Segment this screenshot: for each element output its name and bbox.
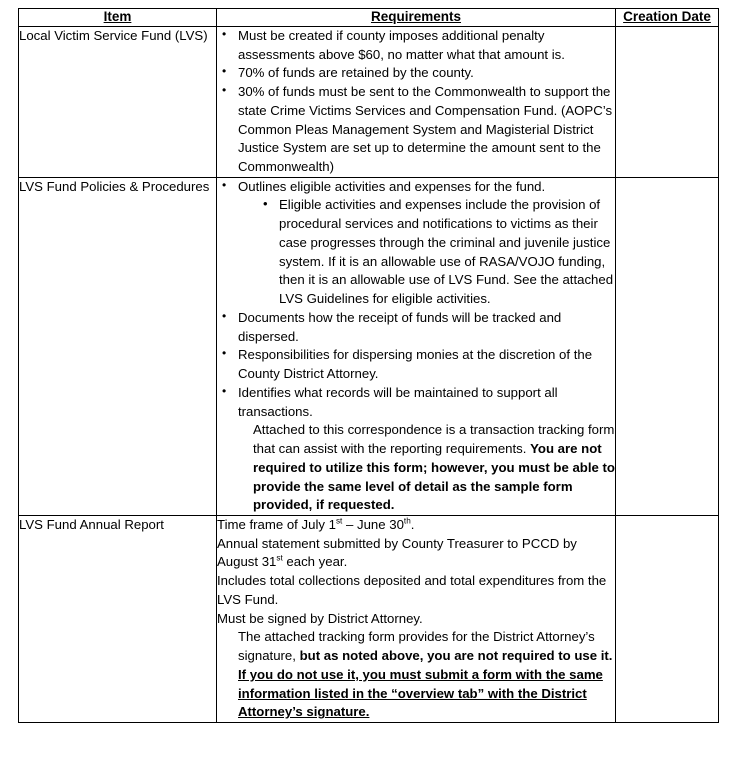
list-item bbox=[217, 346, 615, 383]
tracking-form-note bbox=[238, 421, 615, 515]
list-item-text: Responsibilities for dispersing monies at the discretion of the County District Attorney. bbox=[238, 347, 593, 382]
annual-report-timeframe bbox=[217, 516, 615, 535]
table-body bbox=[19, 26, 719, 722]
row-item-label: Local Victim Service Fund (LVS) bbox=[19, 27, 208, 43]
ordinal-suffix: st bbox=[276, 554, 283, 564]
annual-report-timeframe-part3: . bbox=[410, 516, 415, 532]
table-row bbox=[19, 515, 719, 722]
list-item-text: Documents how the receipt of funds will be tracked and dispersed. bbox=[238, 309, 562, 344]
column-header-requirements bbox=[217, 9, 616, 27]
table-header bbox=[19, 9, 719, 27]
list-item bbox=[217, 83, 615, 177]
annual-report-includes: Includes total collections deposited and total expenditures from the LVS Fund. bbox=[217, 573, 607, 607]
list-item bbox=[217, 64, 615, 83]
annual-report-submission-part1: Annual statement submitted by County Treasurer to PCCD by August 31 bbox=[217, 535, 577, 570]
row-item-cell bbox=[19, 177, 217, 515]
row-requirements-cell bbox=[217, 26, 616, 177]
requirements-sub-bullet-list bbox=[258, 196, 615, 308]
annual-report-submission bbox=[217, 535, 615, 572]
row-requirements-cell bbox=[217, 515, 616, 722]
annual-report-timeframe-part2: – June 30 bbox=[342, 516, 404, 532]
row-creation-date-cell[interactable] bbox=[616, 515, 719, 722]
list-item bbox=[258, 196, 615, 308]
annual-report-tracking-note-normal: The attached tracking form provides for the District Attorney’s signature, bbox=[238, 629, 595, 664]
annual-report-timeframe-part1: Time frame of July 1 bbox=[217, 516, 336, 532]
column-header-creation-date-label: Creation Date bbox=[623, 9, 711, 24]
column-header-item-label: Item bbox=[103, 9, 132, 24]
annual-report-submission-part2: each year. bbox=[282, 554, 348, 570]
row-item-cell bbox=[19, 26, 217, 177]
table-row bbox=[19, 177, 719, 515]
list-item-text: 70% of funds are retained by the county. bbox=[238, 65, 474, 81]
annual-report-tracking-note-bold-underline: If you do not use it, you must submit a form with the same information listed in the “overview tab” with the District Attorney’s signature. bbox=[238, 666, 603, 720]
annual-report-tracking-note bbox=[217, 628, 615, 722]
tracking-form-note-normal: Attached to this correspondence is a transaction tracking form that can assist with the reporting requirements. bbox=[253, 422, 615, 457]
row-creation-date-cell[interactable] bbox=[616, 177, 719, 515]
table-header-row bbox=[19, 9, 719, 27]
annual-report-tracking-note-bold: but as noted above, you are not required to use it. bbox=[299, 648, 613, 664]
column-header-item bbox=[19, 9, 217, 27]
list-item-text: Must be created if county imposes additional penalty assessments above $60, no matter what that amount is. bbox=[238, 27, 565, 62]
list-item-text: Identifies what records will be maintained to support all transactions. bbox=[238, 384, 558, 419]
list-item bbox=[217, 309, 615, 346]
list-item-text: 30% of funds must be sent to the Commonwealth to support the state Crime Victims Services and Compensation Fund. (AOPC’s Common Pleas Management System and Magisterial District Justice System are set up to determine the amount sent to the Commonwealth) bbox=[238, 84, 613, 175]
ordinal-suffix: th bbox=[403, 516, 411, 526]
row-item-label: LVS Fund Policies & Procedures bbox=[19, 178, 210, 194]
list-item bbox=[217, 384, 615, 515]
annual-report-signature-requirement: Must be signed by District Attorney. bbox=[217, 610, 423, 626]
list-item-text: Eligible activities and expenses include the provision of procedural services and notifications to victims as their case progresses through the criminal and juvenile justice system. If it is an allowable use of RASA/VOJO funding, then it is an allowable use of LVS Fund. See the attached LVS Guidelines for eligible activities. bbox=[279, 197, 614, 307]
list-item-text: Outlines eligible activities and expenses for the fund. bbox=[238, 178, 546, 194]
row-creation-date-cell[interactable] bbox=[616, 26, 719, 177]
requirements-bullet-list bbox=[217, 178, 615, 515]
row-requirements-cell bbox=[217, 177, 616, 515]
tracking-form-note-bold: You are not required to utilize this form; however, you must be able to provide the same level of detail as the sample form provided, if requested. bbox=[253, 441, 615, 513]
row-item-label: LVS Fund Annual Report bbox=[19, 516, 164, 532]
table-row bbox=[19, 26, 719, 177]
column-header-creation-date bbox=[616, 9, 719, 27]
ordinal-suffix: st bbox=[335, 516, 343, 526]
row-item-cell bbox=[19, 515, 217, 722]
column-header-requirements-label: Requirements bbox=[370, 9, 462, 24]
requirements-table bbox=[18, 8, 719, 723]
requirements-bullet-list bbox=[217, 27, 615, 177]
list-item bbox=[217, 178, 615, 309]
list-item bbox=[217, 27, 615, 64]
